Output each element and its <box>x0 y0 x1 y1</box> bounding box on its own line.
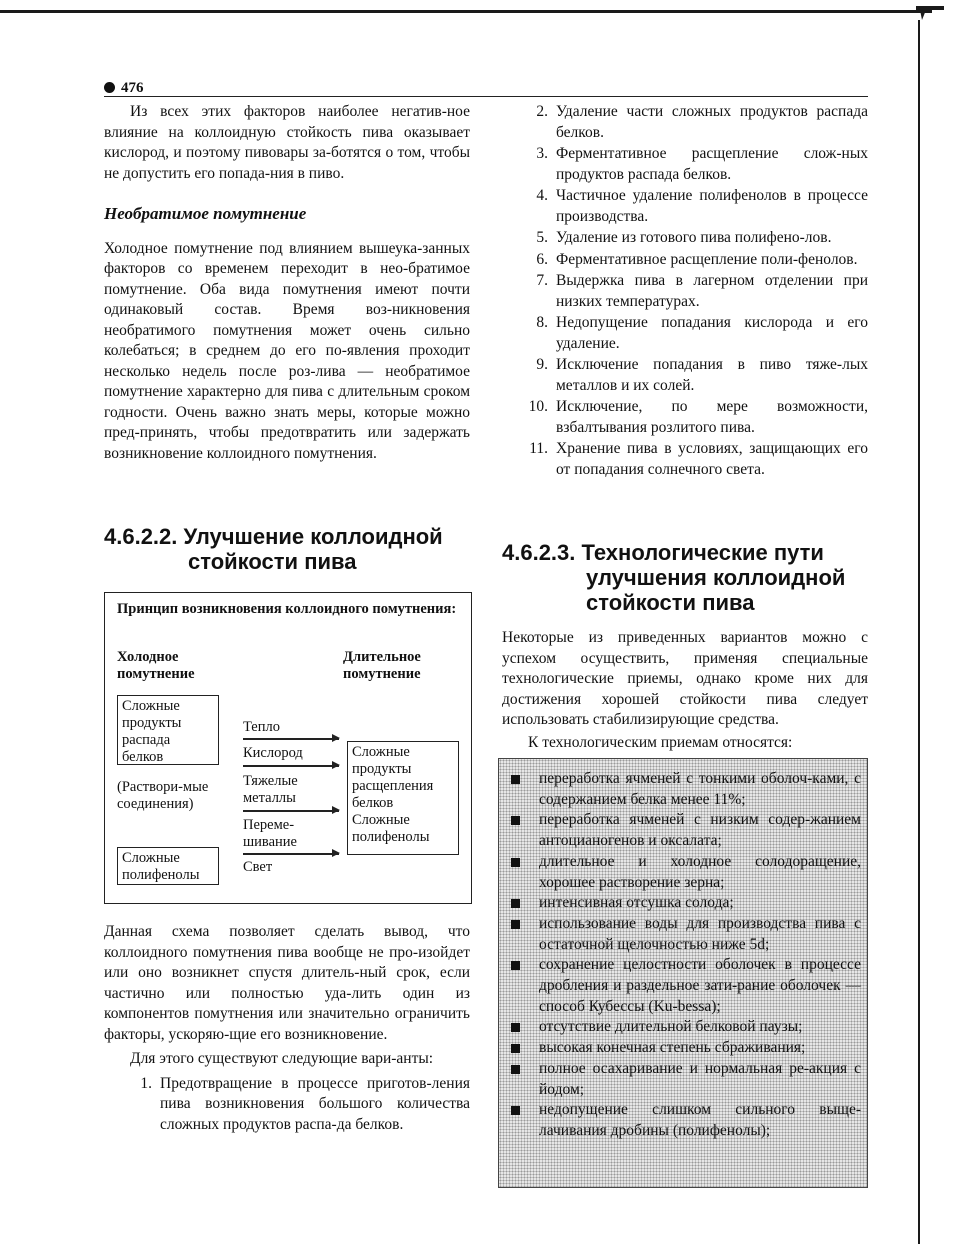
intro-paragraph: Из всех этих факторов наиболее негатив-ное влияние на коллоидную стойкость пива оказывает кислород, и поэтому пивовары за-ботятся о том, чтобы не допустить его попада-ния в пиво. <box>104 103 470 182</box>
section-title-line2: улучшения коллоидной <box>586 565 846 590</box>
list-item-number: 1. <box>140 1074 152 1092</box>
list-item-number: 9. <box>536 356 548 373</box>
list-item: переработка ячменей с тонкими оболоч-ками, с содержанием белка менее 11%; <box>509 769 861 810</box>
variants-intro: Для этого существуют следующие вари-анты: <box>130 1050 434 1067</box>
list-item <box>518 228 868 249</box>
corner-mark-icon <box>916 4 944 22</box>
conclusion-paragraph: Данная схема позволяет сделать вывод, что коллоидного помутнения пива вообще не про-изойдет или оно возникнет спустя длитель-ный срок, если частично или полностью уда-лить один из компонентов помутнения или значительно ограничить факторы, ускоряю-щие его возникновение. <box>104 923 470 1043</box>
section-title-line2: стойкости пива <box>188 549 357 574</box>
list-item-text: Предотвращение в процессе приготов-ления пива возникновения большого количества сложных продуктов распа-да белков. <box>160 1074 470 1133</box>
irreversible-paragraph: Холодное помутнение под влиянием вышеука-занных факторов со временем переходит в нео-братимое помутнение. Оба вида помутнения имеют почти одинаковый состав. Время воз-никновения необратимого помутнения может очень сильно колебаться; в среднем до его по-явления проходит несколько недель после роз-лива — необратимое помутнение характерно для пива с длительным сроком годности. Очень важно знать меры, которые можно пред-принять, чтобы предотвратить или задержать возникновение коллоидного помутнения. <box>104 239 470 462</box>
list-item <box>518 102 868 143</box>
list-item-text: Удаление части сложных продуктов распада белков. <box>556 103 868 141</box>
list-item: отсутствие длительной белковой паузы; <box>509 1017 861 1038</box>
right-column-text <box>502 628 868 753</box>
techniques-shaded-box <box>498 758 868 1188</box>
section-heading-4622 <box>104 524 470 574</box>
list-item-text: Ферментативное расщепление слож-ных продуктов распада белков. <box>556 145 868 183</box>
subheading-irreversible: Необратимое помутнение <box>104 204 307 223</box>
page-number-text: 476 <box>121 80 144 96</box>
list-item: полное осахаривание и нормальная ре-акция с йодом; <box>509 1059 861 1100</box>
list-item <box>518 144 868 185</box>
list-item-text: Недопущение попадания кислорода и его удаление. <box>556 314 868 352</box>
list-item-number: 4. <box>536 187 548 204</box>
list-item-text: Частичное удаление полифенолов в процессе производства. <box>556 187 868 225</box>
techniques-intro: К технологическим приемам относятся: <box>528 733 793 751</box>
factor-mixing: Переме-шивание <box>243 817 297 850</box>
list-item <box>518 397 868 438</box>
arrow-right-icon <box>243 765 339 767</box>
list-item-number: 8. <box>536 314 548 331</box>
cold-turbidity-label: Холодное помутнение <box>117 649 195 682</box>
header-rule <box>104 96 868 97</box>
list-item <box>518 250 868 271</box>
factor-oxygen: Кислород <box>243 745 303 761</box>
left-column-top <box>104 102 470 464</box>
list-item: интенсивная отсушка солода; <box>509 893 861 914</box>
list-item-number: 10. <box>528 398 548 415</box>
page-number <box>104 80 144 97</box>
section-title-line1: Улучшение коллоидной <box>183 524 443 549</box>
list-item-number: 3. <box>536 145 548 162</box>
long-turbidity-label: Длительное помутнение <box>343 649 421 682</box>
list-item <box>122 1074 470 1136</box>
factor-light: Свет <box>243 859 273 875</box>
proteins-box: Сложные продукты распада белков <box>117 695 219 765</box>
list-item <box>518 313 868 354</box>
list-item: высокая конечная степень сбраживания; <box>509 1038 861 1059</box>
section-title-line3: стойкости пива <box>586 590 755 615</box>
techniques-list <box>499 759 867 1142</box>
list-item-number: 2. <box>536 103 548 120</box>
list-item-number: 6. <box>536 250 548 268</box>
list-item-text: Выдержка пива в лагерном отделении при низких температурах. <box>556 272 868 310</box>
soluble-compounds-label: (Раствори-мые соединения) <box>117 779 209 812</box>
section-number: 4.6.2.2. <box>104 524 178 549</box>
result-box: Сложные продукты расщепления белков Сложные полифенолы <box>347 741 459 855</box>
stabilization-paragraph: Некоторые из приведенных вариантов можно с успехом осуществить, применяя специальные технологические приемы, однако кроме них для достижения хорошей стойкости пива следует использовать стабилизирующие средства. <box>502 629 868 728</box>
arrow-right-icon <box>243 738 339 740</box>
list-item-number: 7. <box>536 272 548 289</box>
list-item-number: 11. <box>529 440 548 457</box>
left-column-bottom <box>104 922 470 1136</box>
turbidity-schema <box>104 592 472 904</box>
list-item: длительное и холодное солодоращение, хорошее растворение зерна; <box>509 852 861 893</box>
top-border-line <box>0 10 932 13</box>
list-item <box>518 271 868 312</box>
list-item: использование воды для производства пива с остаточной щелочностью ниже 5d; <box>509 914 861 955</box>
right-border-line <box>918 20 920 1244</box>
schema-title: Принцип возникновения коллоидного помутнения: <box>117 601 457 617</box>
factor-heat: Тепло <box>243 719 280 735</box>
arrow-right-icon <box>243 853 339 855</box>
section-heading-4623 <box>502 540 868 615</box>
list-item-number: 5. <box>536 229 548 246</box>
list-item: недопущение слишком сильного выще-лачивания дробины (полифенолы); <box>509 1100 861 1141</box>
list-item: переработка ячменей с низким содер-жанием антоцианогенов и оксалата; <box>509 810 861 851</box>
factor-metals: Тяжелые металлы <box>243 773 298 806</box>
list-item: сохранение целостности оболочек в процессе дробления и раздельное зати-рание оболочек — способ Кубессы (Ku-bessa); <box>509 955 861 1017</box>
right-column-list <box>518 102 868 481</box>
list-item <box>518 186 868 227</box>
list-item <box>518 355 868 396</box>
list-item-text: Исключение, по мере возможности, взбалтывания розлитого пива. <box>556 398 868 436</box>
list-item-text: Исключение попадания в пиво тяже-лых металлов и их солей. <box>556 356 868 394</box>
list-item-text: Удаление из готового пива полифено-лов. <box>556 229 832 246</box>
polyphenols-box: Сложные полифенолы <box>117 847 219 885</box>
section-title-line1: Технологические пути <box>581 540 824 565</box>
list-item <box>518 439 868 480</box>
list-item-text: Ферментативное расщепление поли-фенолов. <box>556 250 858 268</box>
list-item-text: Хранение пива в условиях, защищающих его от попадания солнечного света. <box>556 440 868 478</box>
variants-list-continued <box>518 102 868 480</box>
arrow-right-icon <box>243 810 339 812</box>
bullet-dot-icon <box>104 82 115 93</box>
section-number: 4.6.2.3. <box>502 540 576 565</box>
variants-list <box>104 1074 470 1136</box>
